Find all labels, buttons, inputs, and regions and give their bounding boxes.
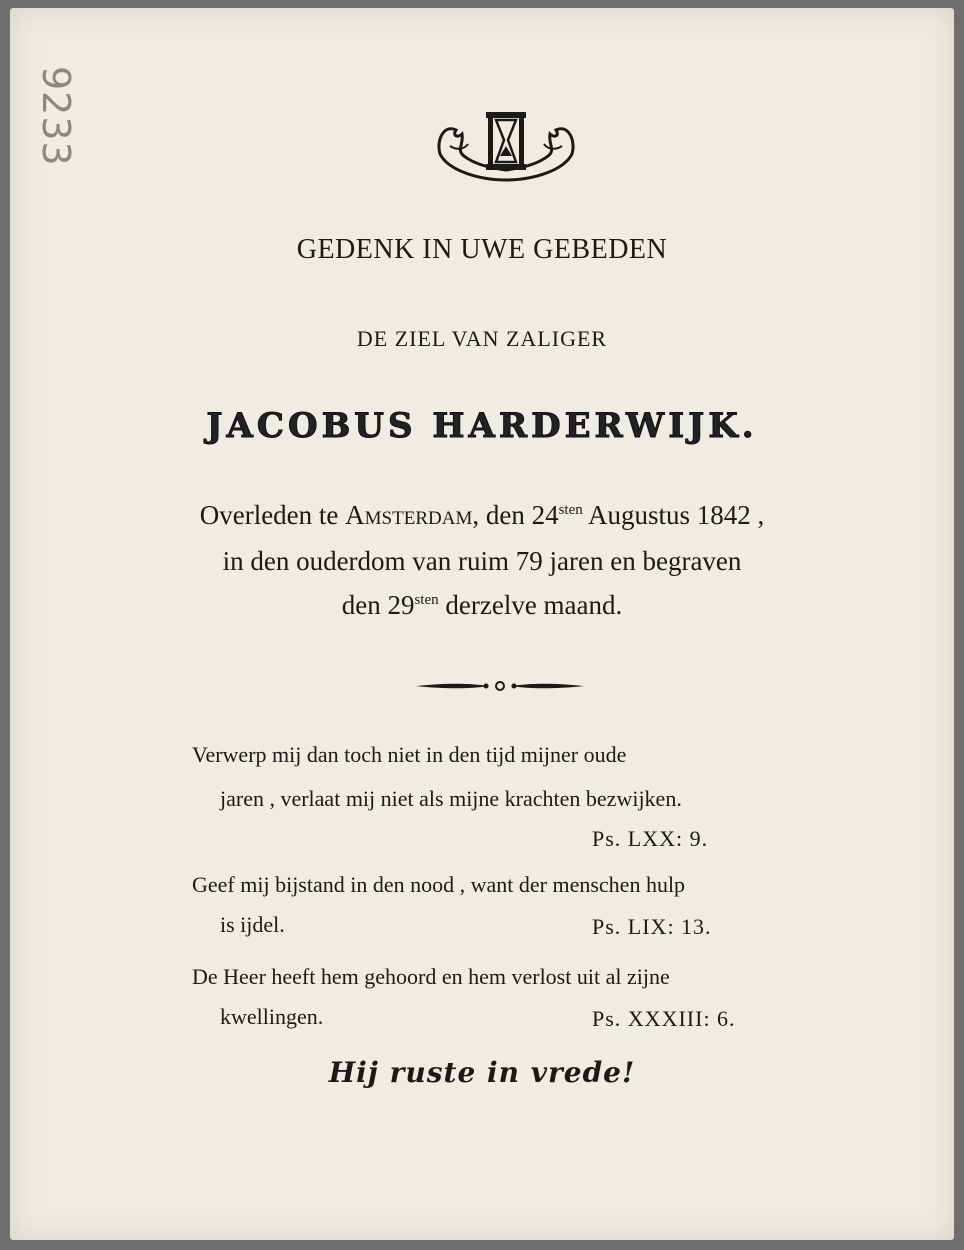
verse-2-line-1: Geef mij bijstand in den nood , want der menschen hulp xyxy=(192,872,686,897)
verse-3-line-1: De Heer heeft hem gehoord en hem verlost uit al zijne xyxy=(192,964,670,989)
inventory-number: 9233 xyxy=(34,66,78,167)
verse-3-reference: Ps. XXXIII: 6. xyxy=(592,1006,736,1031)
verse-2-line-2: is ijdel. xyxy=(220,912,285,937)
death-details-line-1 xyxy=(0,500,964,531)
subheading: DE ZIEL VAN ZALIGER xyxy=(356,326,608,351)
verse-1-line-2: jaren , verlaat mij niet als mijne krachten bezwijken. xyxy=(220,786,682,811)
burial-details-line xyxy=(0,590,964,621)
heading: GEDENK IN UWE GEBEDEN xyxy=(296,234,668,265)
ornamental-divider xyxy=(414,678,586,694)
verse-1-reference: Ps. LXX: 9. xyxy=(592,826,709,851)
hourglass-emblem-icon xyxy=(434,110,578,186)
death-date-text: , den 24 xyxy=(472,500,559,530)
deceased-name: JACOBUS HARDERWIJK. xyxy=(206,406,758,446)
death-text: Overleden te xyxy=(199,500,346,530)
ordinal-superscript: sten xyxy=(558,502,583,518)
verse-2-reference: Ps. LIX: 13. xyxy=(592,914,712,939)
death-month-year: Augustus 1842 , xyxy=(582,500,765,530)
verse-1-line-1: Verwerp mij dan toch niet in den tijd mijner oude xyxy=(192,742,627,767)
closing-prayer: Hij ruste in vrede! xyxy=(328,1056,636,1089)
burial-month-text: derzelve maand. xyxy=(438,590,623,620)
death-details-line-2: in den ouderdom van ruim 79 jaren en begraven xyxy=(222,546,742,576)
verse-3-line-2: kwellingen. xyxy=(220,1004,324,1029)
ordinal-superscript: sten xyxy=(414,592,439,608)
burial-text: den 29 xyxy=(341,590,415,620)
place-of-death: Amsterdam xyxy=(345,500,473,530)
